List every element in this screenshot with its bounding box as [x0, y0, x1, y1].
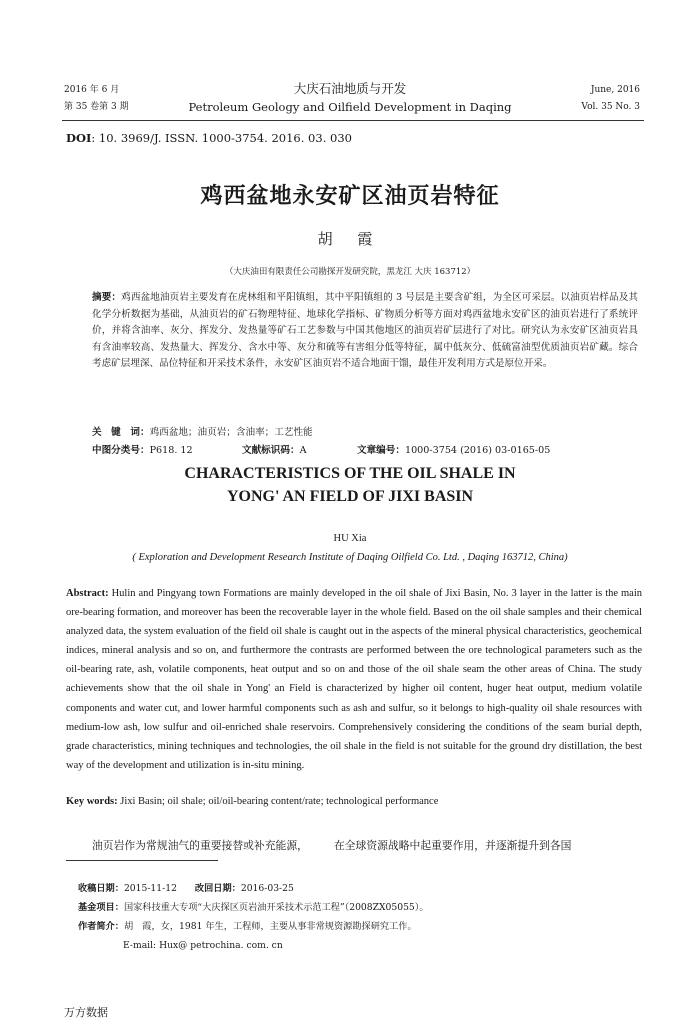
- received-date: 2015-11-12: [123, 883, 177, 894]
- header-rule: [62, 120, 644, 121]
- title-en-line1: CHARACTERISTICS OF THE OIL SHALE IN: [184, 465, 516, 482]
- article-number-value: 1000-3754 (2016) 03-0165-05: [404, 445, 551, 456]
- doi-line: [66, 131, 352, 145]
- revised-label: 改回日期：: [194, 883, 241, 894]
- bio-value: 胡 霞，女，1981 年生，工程师，主要从事非常规资源勘探研究工作。: [123, 921, 417, 932]
- doc-code-label: 文献标识码：: [242, 445, 300, 456]
- keywords-cn-text: 鸡西盆地；油页岩；含油率；工艺性能: [149, 427, 313, 438]
- author-email[interactable]: E-mail: Hux@ petrochina. com. cn: [123, 940, 283, 951]
- received-label: 收稿日期：: [78, 883, 124, 894]
- title-en: [0, 462, 700, 508]
- doi-value[interactable]: : 10. 3969/J. ISSN. 1000-3754. 2016. 03. 030: [91, 131, 352, 145]
- clc-label: 中图分类号：: [92, 445, 150, 456]
- affiliation-cn: （大庆油田有限责任公司勘探开发研究院，黑龙江 大庆 163712）: [224, 267, 476, 277]
- doc-code-value: A: [299, 445, 307, 456]
- body-text-part2: 在全球资源战略中起重要作用，并逐渐提升到各国: [333, 839, 572, 852]
- fund-value: 国家科技重大专项“大庆探区页岩油开采技术示范工程”（2008ZX05055）。: [123, 902, 429, 913]
- abstract-cn: [92, 290, 638, 373]
- body-text-cn: [92, 838, 642, 853]
- footnotes: [78, 879, 638, 955]
- abstract-cn-text: 鸡西盆地油页岩主要发育在虎林组和平阳镇组，其中平阳镇组的 3 号层是主要含矿组，为全区可采层。以油页岩样品及其化学分析数据为基础，从油页岩的矿石物理特征、地球化学指标、矿物质分析等方面对鸡西盆地永安矿区的油页岩进行了系统评价，并将含油率、灰分、挥发分、发热量等矿石工艺参数与中国其他地区的油页岩矿层进行了对比。研究认为永安矿区油页岩具有含油率较高、发热量大、挥发分、含水中等、灰分和硫等有害组分低等特征，属中低灰分、低硫富油型优质油页岩矿藏。综合考虑矿层埋深、品位特征和开采技术条件，永安矿区油页岩不适合地面干馏，最佳开发利用方式是原位开采。: [92, 292, 639, 370]
- article-number-label: 文章编号：: [357, 445, 405, 456]
- keywords-cn: [92, 424, 313, 438]
- keywords-en-text: Jixi Basin; oil shale; oil/oil-bearing content/rate; technological performance: [117, 796, 439, 807]
- affiliation-en: ( Exploration and Development Research Institute of Daqing Oilfield Co. Ltd. , Daqing 163712, China): [132, 552, 568, 563]
- header-volume-issue: 第 35 卷第 3 期: [64, 102, 129, 112]
- doi-label: DOI: [66, 131, 92, 145]
- body-text-part1: 油页岩作为常规油气的重要接替或补充能源，: [92, 839, 308, 852]
- keywords-cn-label: 关 键 词：: [92, 427, 150, 438]
- fund-label: 基金项目：: [78, 902, 124, 913]
- clc-value: P618. 12: [149, 445, 193, 456]
- keywords-en-label: Key words:: [66, 796, 118, 807]
- footnote-fund: [78, 898, 638, 917]
- header-volume-issue-en: Vol. 35 No. 3: [581, 102, 640, 112]
- keywords-en: [66, 796, 438, 807]
- header-date-en: June, 2016: [590, 85, 640, 95]
- author-cn: 胡 霞: [317, 230, 383, 248]
- classification-row: [92, 442, 638, 456]
- title-en-line2: YONG' AN FIELD OF JIXI BASIN: [226, 488, 474, 505]
- footnote-rule: [66, 860, 218, 861]
- abstract-cn-label: 摘要：: [92, 292, 122, 303]
- author-en: HU Xia: [333, 533, 367, 544]
- header-date-volume-en: [581, 82, 640, 116]
- journal-name-en: Petroleum Geology and Oilfield Development in Daqing: [188, 100, 512, 114]
- journal-name-cn: 大庆石油地质与开发: [293, 81, 407, 96]
- footnote-dates: [78, 879, 638, 898]
- bio-label: 作者简介：: [78, 921, 124, 932]
- title-cn: 鸡西盆地永安矿区油页岩特征: [200, 184, 500, 209]
- wanfang-watermark: 万方数据: [64, 1006, 108, 1019]
- header-date: 2016 年 6 月: [64, 85, 120, 95]
- abstract-en: [66, 584, 642, 775]
- footnote-bio: [78, 917, 638, 936]
- abstract-en-text: Hulin and Pingyang town Formations are mainly developed in the oil shale of Jixi Basin, No. 3 layer in the latter is the main ore-bearing formation, and moreover has been the recoverable layer in the whole field. Based on the oil shale samples and their chemical analyzed data, the system evaluation of the field oil shale is caught out in the aspects of the mineral physical characteristics, geochemical indices, mineral analysis and so on, and furthermore the contrasts are performed between the ore technological parameters such as the oil-bearing rate, ash, volatile components, heat output and so on and those of the oil shale seam the other areas of China. The study achievements show that the oil shale in Yong' an Field is characterized by higher oil content, huger heat output, medium volatile components and water cut, and lower harmful components such as ash and sulfur, so it belongs to high-quality oil shale resources with medium-low ash, low sulfur and oil-enriched shale reservoirs. Comprehensively considering the conditions of the seam burial depth, grade characteristics, mining techniques and technologies, the oil shale in the field is not suitable for the ground dry distillation, the best way of the development and utilization is in-situ mining.: [66, 588, 643, 771]
- revised-date: 2016-03-25: [240, 883, 294, 894]
- abstract-en-label: Abstract:: [66, 588, 109, 599]
